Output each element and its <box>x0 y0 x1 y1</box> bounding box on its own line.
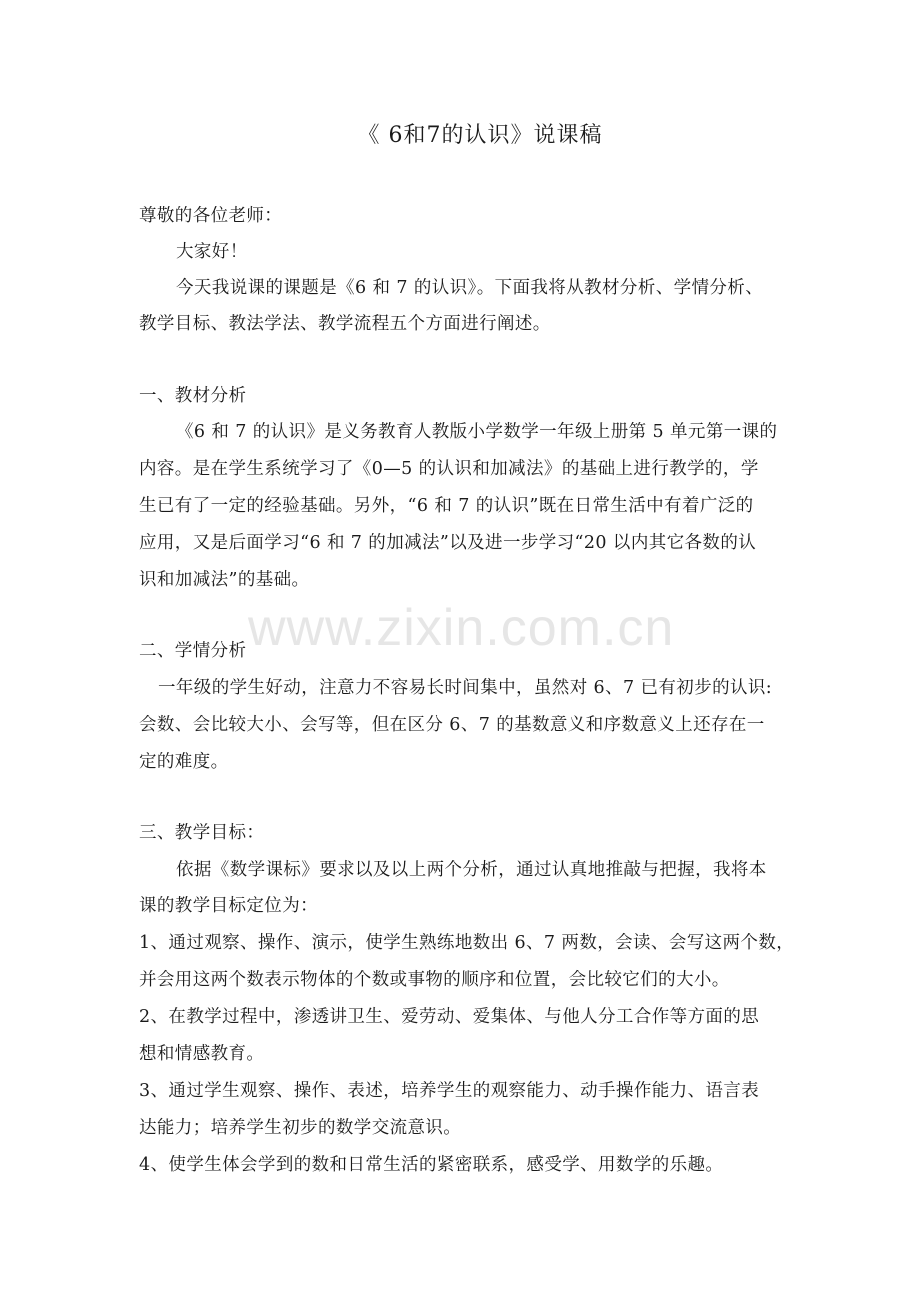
paragraph-line: 定的难度。 <box>139 752 229 772</box>
paragraph-line: 生已有了一定的经验基础。另外，“6 和 7 的认识”既在日常生活中有着广泛的 <box>139 496 754 516</box>
hello-line: 大家好！ <box>176 242 248 262</box>
paragraph-line: 会数、会比较大小、会写等，但在区分 6、7 的基数意义和序数意义上还存在一 <box>139 715 765 735</box>
section-heading-goals: 三、教学目标： <box>139 823 265 843</box>
page-title: 《 6和7的认识》说课稿 <box>357 123 603 148</box>
goal-line: 想和情感教育。 <box>139 1044 265 1064</box>
paragraph-line: 一年级的学生好动，注意力不容易长时间集中，虽然对 6、7 已有初步的认识: <box>158 678 773 698</box>
section-heading-materials: 一、教材分析 <box>139 386 247 406</box>
paragraph-line: 内容。是在学生系统学习了《0—5 的认识和加减法》的基础上进行教学的，学 <box>139 459 759 479</box>
goal-line: 2、在教学过程中，渗透讲卫生、爱劳动、爱集体、与他人分工合作等方面的思 <box>139 1007 760 1027</box>
paragraph-line: 依据《数学课标》要求以及以上两个分析，通过认真地推敲与把握，我将本 <box>176 860 767 880</box>
intro-line: 教学目标、教法学法、教学流程五个方面进行阐述。 <box>139 314 551 334</box>
goal-line: 达能力；培养学生初步的数学交流意识。 <box>139 1118 462 1138</box>
paragraph-line: 课的教学目标定位为： <box>139 896 318 916</box>
watermark: www.zixin.com.cn <box>248 599 675 657</box>
greeting: 尊敬的各位老师： <box>139 206 283 226</box>
paragraph-line: 《6 和 7 的认识》是义务教育人教版小学数学一年级上册第 5 单元第一课的 <box>176 422 778 442</box>
goal-line: 4、使学生体会学到的数和日常生活的紧密联系，感受学、用数学的乐趣。 <box>139 1155 724 1175</box>
goal-line: 并会用这两个数表示物体的个数或事物的顺序和位置，会比较它们的大小。 <box>139 970 730 990</box>
paragraph-line: 识和加减法”的基础。 <box>139 570 310 590</box>
intro-line: 今天我说课的课题是《6 和 7 的认识》。下面我将从教材分析、学情分析、 <box>176 278 764 298</box>
goal-line: 3、通过学生观察、操作、表述，培养学生的观察能力、动手操作能力、语言表 <box>139 1081 760 1101</box>
goal-line: 1、通过观察、操作、演示，使学生熟练地数出 6、7 两数，会读、会写这两个数， <box>139 933 795 953</box>
section-heading-students: 二、学情分析 <box>139 641 247 661</box>
paragraph-line: 应用，又是后面学习“6 和 7 的加减法”以及进一步学习“20 以内其它各数的认 <box>139 533 757 553</box>
